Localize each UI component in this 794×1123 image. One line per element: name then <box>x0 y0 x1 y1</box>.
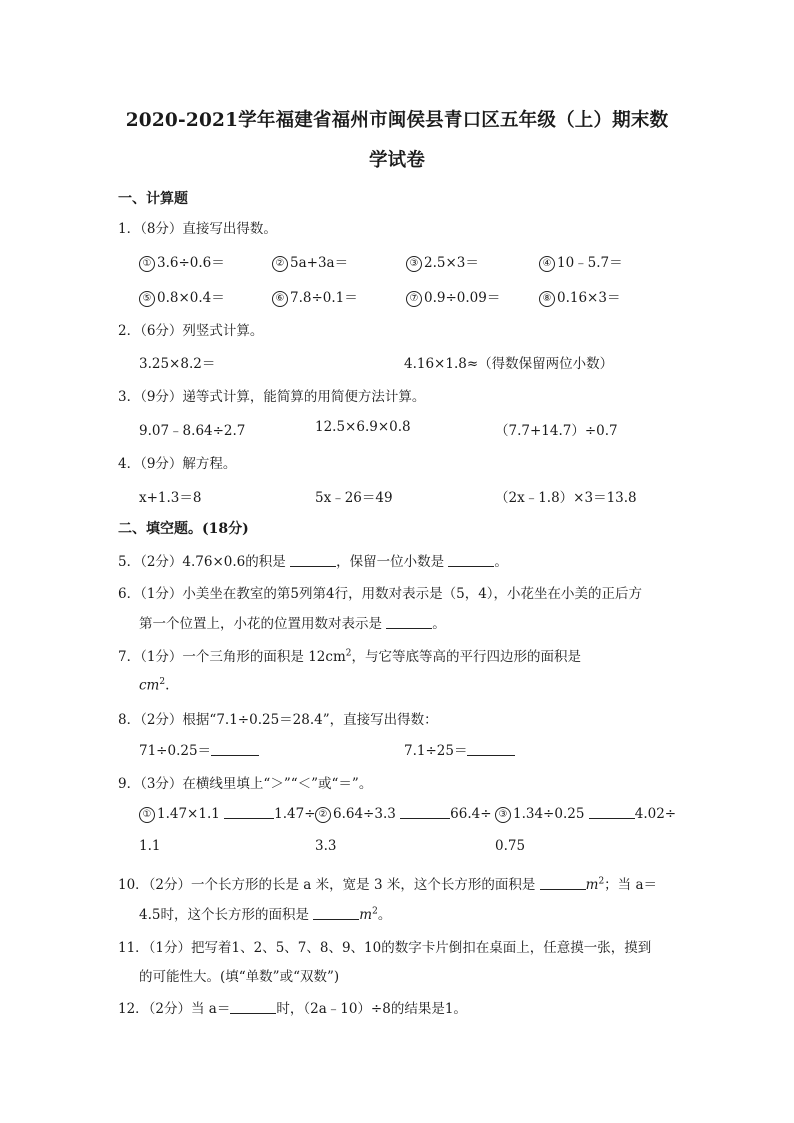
answer-blank[interactable] <box>386 616 432 629</box>
q1-item-6: ⑥ 7.8÷0.1＝ <box>272 286 358 307</box>
question-11-line2: 的可能性大。(填“单数”或“双数”) <box>139 969 340 985</box>
question-4: 4．（9分）解方程。 <box>118 456 237 472</box>
section-heading-calc: 一、计算题 <box>118 191 188 207</box>
question-10-line2: 4.5时，这个长方形的面积是 $m^2$。 <box>139 906 392 923</box>
question-11-line1: 11．（1分）把写着1、2、5、7、8、9、10的数字卡片倒扣在桌面上，任意摸一张，摸到 <box>118 940 652 956</box>
answer-blank[interactable] <box>211 743 259 756</box>
q9-item-1: ① 1.47×1.1 1.47÷ <box>139 806 316 823</box>
answer-blank[interactable] <box>224 806 274 819</box>
q1-item-1: ① 3.6÷0.6＝ <box>139 251 225 272</box>
q9-item-2-cont: 3.3 <box>315 838 337 854</box>
q3-item-c: （7.7+14.7）÷0.7 <box>495 423 618 439</box>
answer-blank[interactable] <box>313 907 359 920</box>
question-9: 9．（3分）在横线里填上“＞”“＜”或“＝”。 <box>118 776 373 792</box>
q3-item-b: 12.5×6.9×0.8 <box>315 419 411 435</box>
q4-item-c: （2x﹣1.8）×3＝13.8 <box>495 490 637 506</box>
question-10-line1: 10．（2分）一个长方形的长是 a 米，宽是 3 米，这个长方形的面积是 $m^2$；当 a＝ <box>118 876 658 893</box>
q2-item-a: 3.25×8.2＝ <box>139 356 216 372</box>
page-title-line1: 2020-2021学年福建省福州市闽侯县青口区五年级（上）期末数 <box>125 110 669 131</box>
answer-blank[interactable] <box>400 806 450 819</box>
q9-item-3: ③ 1.34÷0.25 4.02÷ <box>495 806 676 823</box>
question-3: 3．（9分）递等式计算，能简算的用简便方法计算。 <box>118 389 426 405</box>
q1-item-7: ⑦ 0.9÷0.09＝ <box>406 286 500 307</box>
q9-item-1-cont: 1.1 <box>139 838 161 854</box>
q4-item-a: x+1.3＝8 <box>139 490 202 506</box>
q9-item-3-cont: 0.75 <box>495 838 526 854</box>
question-7-line2: $cm^2$. <box>139 677 170 694</box>
answer-blank[interactable] <box>589 806 635 819</box>
q1-item-4: ④ 10﹣5.7＝ <box>539 251 623 272</box>
q1-item-5: ⑤ 0.8×0.4＝ <box>139 286 225 307</box>
question-5: 5．（2分）4.76×0.6的积是 ，保留一位小数是 。 <box>118 554 508 570</box>
answer-blank[interactable] <box>448 554 494 567</box>
question-12: 12．（2分）当 a＝ 时，（2a﹣10）÷8的结果是1。 <box>118 1001 467 1017</box>
answer-blank[interactable] <box>290 554 336 567</box>
page-title-line2: 学试卷 <box>368 150 426 171</box>
question-1: 1．（8分）直接写出得数。 <box>118 221 277 237</box>
q9-item-2: ② 6.64÷3.3 66.4÷ <box>315 806 492 823</box>
answer-blank[interactable] <box>540 877 586 890</box>
answer-blank[interactable] <box>230 1001 276 1014</box>
q2-item-b: 4.16×1.8≈（得数保留两位小数） <box>404 356 614 372</box>
q1-item-8: ⑧ 0.16×3＝ <box>539 286 620 307</box>
question-2: 2．（6分）列竖式计算。 <box>118 323 264 339</box>
question-6-line1: 6．（1分）小美坐在教室的第5列第4行，用数对表示是（5，4），小花坐在小美的正后方 <box>118 586 643 602</box>
q8-item-b: 7.1÷25＝ <box>404 739 515 759</box>
q4-item-b: 5x﹣26＝49 <box>315 490 393 506</box>
q3-item-a: 9.07﹣8.64÷2.7 <box>139 423 246 439</box>
question-7-line1: 7．（1分）一个三角形的面积是 $12cm^2$，与它等底等高的平行四边形的面积是 <box>118 648 581 665</box>
question-8: 8．（2分）根据“7.1÷0.25＝28.4”，直接写出得数： <box>118 712 438 728</box>
section-heading-fill: 二、填空题。(18分) <box>118 521 249 537</box>
q1-item-2: ② 5a+3a＝ <box>272 251 348 272</box>
question-6-line2: 第一个位置上，小花的位置用数对表示是 。 <box>139 616 446 632</box>
q8-item-a: 71÷0.25＝ <box>139 739 259 759</box>
answer-blank[interactable] <box>467 743 515 756</box>
q1-item-3: ③ 2.5×3＝ <box>406 251 479 272</box>
